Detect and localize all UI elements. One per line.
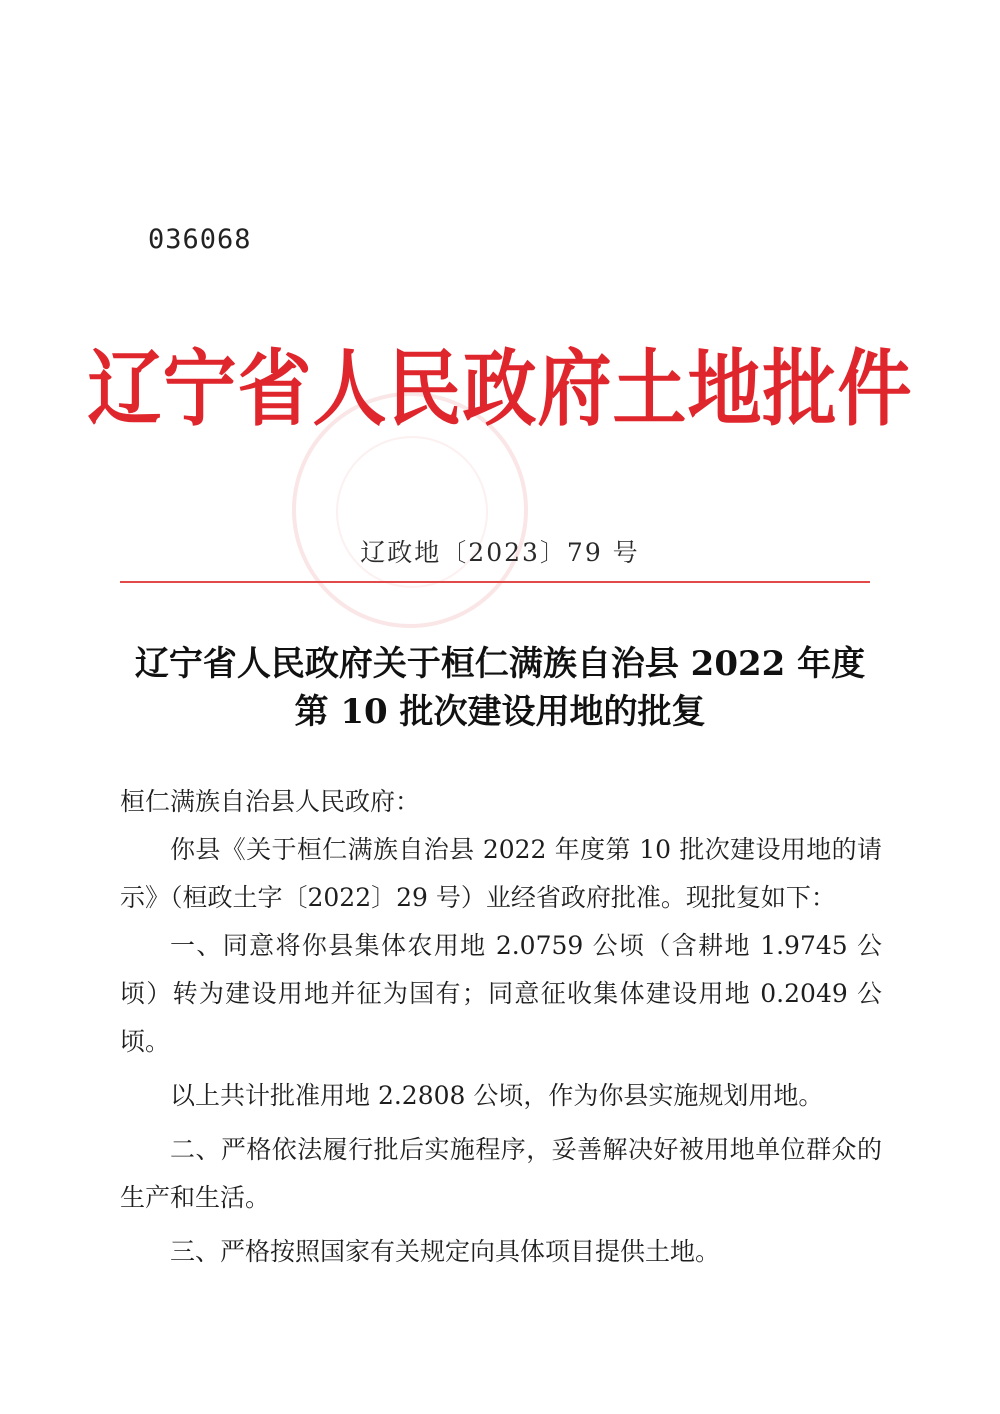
paragraph-item-1: 一、同意将你县集体农用地 2.0759 公顷（含耕地 1.9745 公顷）转为建设用地并征为国有；同意征收集体建设用地 0.2049 公顷。	[120, 931, 882, 1056]
document-number: 辽政地〔2023〕79 号	[360, 538, 640, 567]
document-body	[120, 778, 882, 1276]
paragraph-item-2: 二、严格依法履行批后实施程序，妥善解决好被用地单位群众的生产和生活。	[120, 1135, 882, 1212]
document-title-line-2: 第 10 批次建设用地的批复	[294, 692, 706, 732]
serial-number: 036068	[148, 224, 252, 255]
document-title-line-1: 辽宁省人民政府关于桓仁满族自治县 2022 年度	[134, 644, 866, 684]
red-divider-line	[120, 581, 870, 583]
paragraph-item-3: 三、严格按照国家有关规定向具体项目提供土地。	[170, 1237, 721, 1266]
salutation: 桓仁满族自治县人民政府：	[120, 787, 421, 816]
document-header-title: 辽宁省人民政府土地批件	[87, 341, 913, 438]
paragraph-request: 你县《关于桓仁满族自治县 2022 年度第 10 批次建设用地的请示》（桓政土字〔2022〕29 号）业经省政府批准。现批复如下：	[120, 835, 882, 912]
paragraph-total: 以上共计批准用地 2.2808 公顷，作为你县实施规划用地。	[170, 1081, 824, 1110]
document-title	[0, 640, 1000, 736]
